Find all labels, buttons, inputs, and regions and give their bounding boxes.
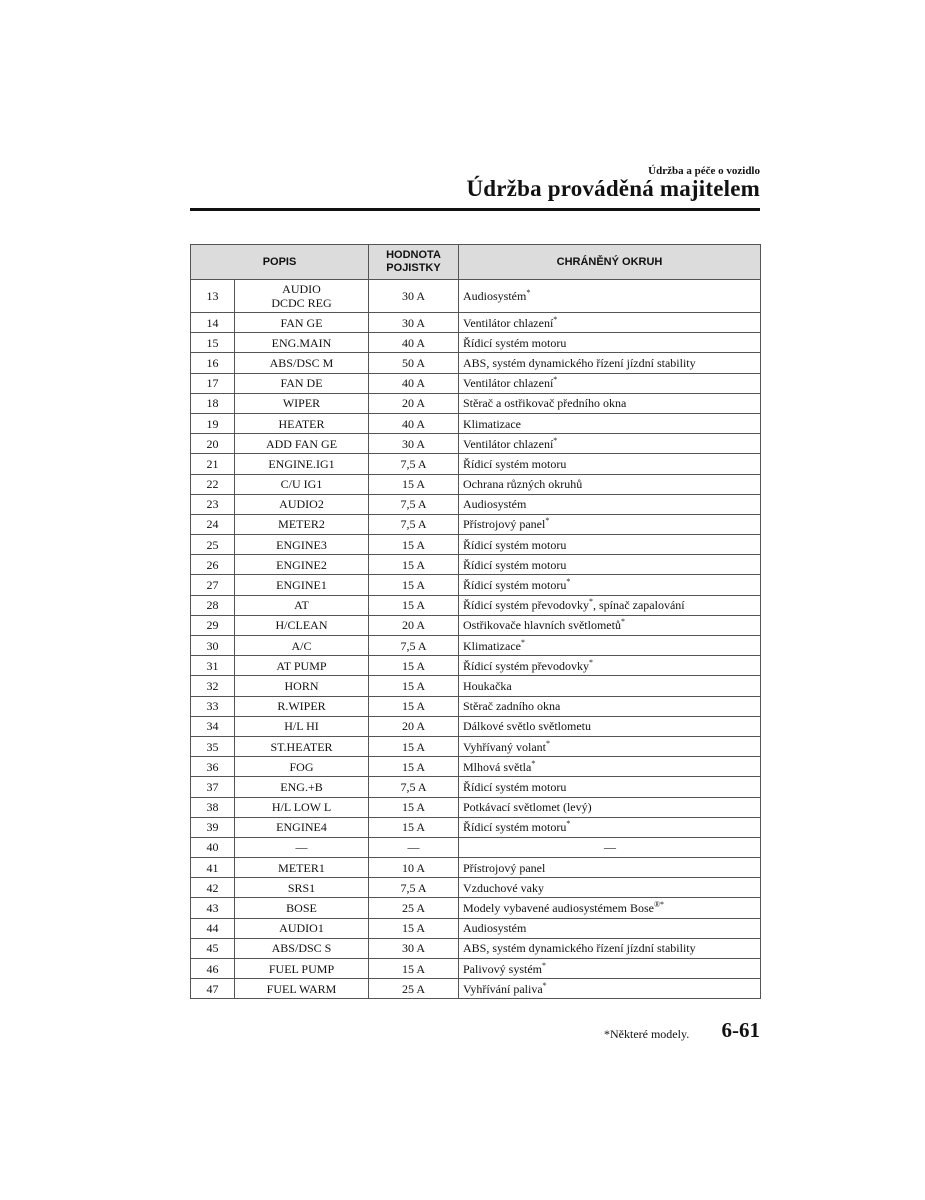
fuse-description-line: AT (294, 598, 309, 613)
protected-circuit (459, 373, 761, 393)
footnote-star: * (553, 375, 558, 385)
fuse-rating: 25 A (369, 898, 459, 918)
table-row (191, 615, 761, 635)
protected-circuit (459, 280, 761, 313)
fuse-description (235, 898, 369, 918)
fuse-description-line: AUDIO2 (279, 497, 324, 512)
fuse-number: 14 (191, 313, 235, 333)
fuse-number: 24 (191, 514, 235, 534)
protected-circuit (459, 474, 761, 494)
footnote-star: * (566, 819, 571, 829)
footnote-star: * (553, 435, 558, 445)
header-hodnota-line: POJISTKY (386, 262, 441, 274)
fuse-description-line: AUDIO (282, 282, 321, 296)
protected-circuit-text: Mlhová světla (463, 759, 532, 774)
protected-circuit-text: Řídicí systém motoru (463, 537, 567, 552)
footnote-star: * (542, 980, 547, 990)
footnote: *Některé modely. (604, 1027, 690, 1041)
fuse-description-line: FOG (289, 759, 314, 774)
protected-circuit-text: Palivový systém (463, 961, 543, 976)
table-row (191, 858, 761, 878)
table-row (191, 716, 761, 736)
fuse-number: 20 (191, 434, 235, 454)
protected-circuit-text: Dálkové světlo světlometu (463, 719, 591, 734)
table-row (191, 595, 761, 615)
table-row (191, 959, 761, 979)
protected-circuit (459, 878, 761, 898)
protected-circuit (459, 454, 761, 474)
fuse-number: 38 (191, 797, 235, 817)
fuse-description-line: ENG.+B (280, 779, 323, 794)
fuse-description (235, 817, 369, 837)
section-title: Údržba prováděná majitelem (466, 176, 760, 201)
fuse-rating: 15 A (369, 797, 459, 817)
fuse-description (235, 979, 369, 999)
footnote-star: * (520, 637, 525, 647)
protected-circuit-text: Ostřikovače hlavních světlometů (463, 618, 621, 633)
protected-circuit-text: Řídicí systém motoru (463, 820, 567, 835)
fuse-description-line: H/L LOW L (271, 800, 332, 815)
protected-circuit (459, 393, 761, 413)
fuse-description (235, 676, 369, 696)
fuse-description-line: C/U IG1 (280, 477, 323, 492)
footnote-star: * (589, 657, 593, 667)
protected-circuit (459, 333, 761, 353)
footnote-star: * (566, 577, 571, 587)
fuse-number: 45 (191, 938, 235, 958)
protected-circuit (459, 696, 761, 716)
protected-circuit-text: Ventilátor chlazení (463, 436, 554, 451)
table-row (191, 474, 761, 494)
protected-circuit-text: Řídicí systém motoru (463, 335, 567, 350)
table-row (191, 979, 761, 999)
fuse-description (235, 837, 369, 857)
protected-circuit (459, 615, 761, 635)
fuse-description (235, 514, 369, 534)
protected-circuit-text: Stěrač zadního okna (463, 699, 561, 714)
protected-circuit-text: Vzduchové vaky (463, 880, 544, 895)
protected-circuit (459, 514, 761, 534)
running-head: Údržba a péče o vozidlo (648, 165, 760, 177)
protected-circuit-text: Řídicí systém motoru (463, 456, 567, 471)
fuse-rating: 30 A (369, 313, 459, 333)
fuse-description-line: ENGINE4 (276, 820, 327, 835)
footnote-star: * (526, 288, 531, 297)
table-row (191, 736, 761, 756)
fuse-number: 23 (191, 494, 235, 514)
fuse-rating: 25 A (369, 979, 459, 999)
table-row (191, 656, 761, 676)
table-row (191, 535, 761, 555)
fuse-number: 28 (191, 595, 235, 615)
registered-star-mark: ®* (653, 900, 665, 910)
fuse-description-line: ENGINE1 (276, 578, 327, 593)
fuse-description-line: FAN GE (280, 315, 323, 330)
protected-circuit-text: Audiosystém (463, 497, 527, 512)
fuse-description (235, 757, 369, 777)
fuse-rating: 30 A (369, 434, 459, 454)
fuse-rating: 15 A (369, 757, 459, 777)
fuse-number: 22 (191, 474, 235, 494)
fuse-number: 31 (191, 656, 235, 676)
protected-circuit (459, 797, 761, 817)
fuse-description (235, 313, 369, 333)
protected-circuit (459, 817, 761, 837)
fuse-rating: 7,5 A (369, 514, 459, 534)
fuse-number: 18 (191, 393, 235, 413)
fuse-rating: 7,5 A (369, 636, 459, 656)
fuse-rating: 15 A (369, 595, 459, 615)
fuse-description-line: ABS/DSC M (269, 355, 334, 370)
fuse-description (235, 413, 369, 433)
fuse-description-line: ENG.MAIN (271, 335, 332, 350)
fuse-rating: 15 A (369, 736, 459, 756)
footnote-star: * (542, 960, 547, 970)
fuse-description-line: FAN DE (280, 376, 323, 391)
fuse-description-line: WIPER (282, 396, 321, 411)
fuse-description-line: ENGINE2 (276, 557, 327, 572)
fuse-description (235, 474, 369, 494)
fuse-description (235, 918, 369, 938)
fuse-rating: — (369, 837, 459, 857)
fuse-rating: 7,5 A (369, 494, 459, 514)
protected-circuit (459, 434, 761, 454)
protected-circuit (459, 858, 761, 878)
protected-circuit (459, 898, 761, 918)
protected-circuit (459, 716, 761, 736)
protected-circuit-text: ABS, systém dynamického řízení jízdní stability (463, 941, 696, 956)
table-row (191, 676, 761, 696)
protected-circuit-text: Audiosystém (463, 921, 527, 936)
table-header-row (191, 245, 761, 280)
protected-circuit (459, 353, 761, 373)
fuse-description (235, 434, 369, 454)
fuse-number: 21 (191, 454, 235, 474)
fuse-rating: 40 A (369, 413, 459, 433)
fuse-description-line: ABS/DSC S (271, 941, 332, 956)
fuse-number: 34 (191, 716, 235, 736)
protected-circuit-text: Stěrač a ostřikovač předního okna (463, 396, 627, 411)
fuse-description (235, 858, 369, 878)
protected-circuit (459, 938, 761, 958)
protected-circuit-text: Řídicí systém převodovky (463, 658, 589, 673)
fuse-description (235, 878, 369, 898)
fuse-rating: 10 A (369, 858, 459, 878)
fuse-description-line: AUDIO1 (279, 921, 324, 936)
fuse-rating: 15 A (369, 959, 459, 979)
fuse-rating: 7,5 A (369, 454, 459, 474)
fuse-description-line: H/CLEAN (275, 618, 328, 633)
protected-circuit-text: , spínač zapalování (593, 598, 685, 613)
fuse-description-line: ENGINE.IG1 (268, 456, 335, 471)
protected-circuit-text: Řídicí systém motoru (463, 779, 567, 794)
fuse-description-line: AT PUMP (276, 658, 327, 673)
protected-circuit-text: Přístrojový panel (463, 517, 546, 532)
table-row (191, 555, 761, 575)
table-row (191, 757, 761, 777)
fuse-rating: 15 A (369, 817, 459, 837)
fuse-description (235, 393, 369, 413)
table-row (191, 514, 761, 534)
protected-circuit-text: Klimatizace (463, 638, 521, 653)
protected-circuit (459, 757, 761, 777)
fuse-table (190, 244, 761, 999)
table-row (191, 333, 761, 353)
footnote-star: * (553, 314, 558, 324)
table-row (191, 313, 761, 333)
fuse-description (235, 373, 369, 393)
fuse-description (235, 454, 369, 474)
fuse-number: 15 (191, 333, 235, 353)
fuse-description-line: R.WIPER (277, 699, 326, 714)
fuse-rating: 20 A (369, 393, 459, 413)
fuse-description (235, 656, 369, 676)
fuse-description-line: METER2 (278, 517, 325, 532)
protected-circuit (459, 676, 761, 696)
protected-circuit (459, 636, 761, 656)
protected-circuit-text: Ventilátor chlazení (463, 315, 554, 330)
protected-circuit-text: Houkačka (463, 678, 512, 693)
protected-circuit-text: Ventilátor chlazení (463, 376, 554, 391)
table-row (191, 280, 761, 313)
fuse-rating: 15 A (369, 535, 459, 555)
fuse-description-line: — (295, 840, 308, 855)
fuse-description (235, 595, 369, 615)
table-row (191, 837, 761, 857)
fuse-rating: 15 A (369, 555, 459, 575)
protected-circuit (459, 837, 761, 857)
fuse-number: 32 (191, 676, 235, 696)
protected-circuit (459, 656, 761, 676)
table-row (191, 393, 761, 413)
fuse-description (235, 494, 369, 514)
fuse-number: 19 (191, 413, 235, 433)
fuse-number: 30 (191, 636, 235, 656)
footnote-star: * (545, 516, 550, 526)
footnote-star: * (589, 597, 593, 607)
protected-circuit-text: Audiosystém (463, 289, 527, 303)
fuse-description-line: ENGINE3 (276, 537, 327, 552)
fuse-number: 29 (191, 615, 235, 635)
fuse-rating: 7,5 A (369, 878, 459, 898)
protected-circuit (459, 595, 761, 615)
fuse-rating: 7,5 A (369, 777, 459, 797)
fuse-description (235, 777, 369, 797)
table-row (191, 878, 761, 898)
title-rule (190, 208, 760, 211)
fuse-number: 36 (191, 757, 235, 777)
footnote-star: * (620, 617, 625, 627)
fuse-description-line: A/C (291, 638, 312, 653)
protected-circuit (459, 413, 761, 433)
protected-circuit (459, 575, 761, 595)
fuse-number: 42 (191, 878, 235, 898)
fuse-rating: 30 A (369, 280, 459, 313)
fuse-rating: 20 A (369, 615, 459, 635)
table-row (191, 494, 761, 514)
fuse-number: 44 (191, 918, 235, 938)
protected-circuit (459, 494, 761, 514)
fuse-description-line: HEATER (278, 416, 325, 431)
header-hodnota (369, 245, 459, 280)
table-row (191, 454, 761, 474)
fuse-number: 25 (191, 535, 235, 555)
fuse-description (235, 736, 369, 756)
table-row (191, 575, 761, 595)
table-body (191, 280, 761, 999)
fuse-description (235, 280, 369, 313)
protected-circuit (459, 959, 761, 979)
protected-circuit (459, 918, 761, 938)
fuse-number: 40 (191, 837, 235, 857)
fuse-description-line: BOSE (286, 901, 317, 916)
fuse-description-line: ST.HEATER (270, 739, 333, 754)
fuse-description (235, 333, 369, 353)
fuse-description (235, 636, 369, 656)
fuse-description (235, 555, 369, 575)
protected-circuit-text: Ochrana různých okruhů (463, 477, 583, 492)
fuse-rating: 15 A (369, 656, 459, 676)
fuse-rating: 15 A (369, 696, 459, 716)
fuse-description (235, 696, 369, 716)
table-row (191, 918, 761, 938)
protected-circuit-text: Vyhřívaný volant (463, 739, 546, 754)
fuse-number: 39 (191, 817, 235, 837)
fuse-description-line: FUEL WARM (266, 981, 337, 996)
table-row (191, 636, 761, 656)
protected-circuit (459, 979, 761, 999)
table-row (191, 777, 761, 797)
fuse-rating: 15 A (369, 474, 459, 494)
fuse-number: 46 (191, 959, 235, 979)
fuse-description-line: H/L HI (284, 719, 319, 734)
fuse-number: 17 (191, 373, 235, 393)
fuse-description-line: ADD FAN GE (265, 436, 338, 451)
fuse-description (235, 797, 369, 817)
fuse-number: 27 (191, 575, 235, 595)
fuse-number: 33 (191, 696, 235, 716)
protected-circuit-text: Řídicí systém převodovky (463, 598, 589, 613)
fuse-description (235, 716, 369, 736)
protected-circuit-text: Vyhřívání paliva (463, 981, 543, 996)
fuse-number: 41 (191, 858, 235, 878)
fuse-rating: 15 A (369, 676, 459, 696)
fuse-description-line: DCDC REG (271, 296, 332, 310)
table-row (191, 373, 761, 393)
protected-circuit-text: Řídicí systém motoru (463, 578, 567, 593)
fuse-number: 47 (191, 979, 235, 999)
fuse-description (235, 353, 369, 373)
fuse-description (235, 938, 369, 958)
fuse-rating: 15 A (369, 575, 459, 595)
protected-circuit-text: Řídicí systém motoru (463, 557, 567, 572)
fuse-description-line: FUEL PUMP (268, 961, 335, 976)
footnote-star: * (546, 738, 550, 748)
fuse-description-line: SRS1 (287, 880, 316, 895)
page-number: 6-61 (721, 1018, 760, 1042)
fuse-rating: 20 A (369, 716, 459, 736)
table-row (191, 353, 761, 373)
fuse-number: 35 (191, 736, 235, 756)
header-okruh: CHRÁNĚNÝ OKRUH (459, 245, 761, 280)
protected-circuit (459, 555, 761, 575)
protected-circuit-text: Přístrojový panel (463, 860, 546, 875)
protected-circuit-text: Klimatizace (463, 416, 521, 431)
fuse-number: 37 (191, 777, 235, 797)
fuse-number: 26 (191, 555, 235, 575)
header-popis: POPIS (191, 245, 369, 280)
protected-circuit-text: ABS, systém dynamického řízení jízdní stability (463, 355, 696, 370)
fuse-rating: 40 A (369, 373, 459, 393)
protected-circuit (459, 777, 761, 797)
fuse-description (235, 615, 369, 635)
table-row (191, 938, 761, 958)
fuse-rating: 40 A (369, 333, 459, 353)
protected-circuit-text: Potkávací světlomet (levý) (463, 800, 592, 815)
table-row (191, 898, 761, 918)
fuse-description-line: METER1 (278, 860, 325, 875)
footnote-star: * (531, 758, 536, 768)
protected-circuit-text: — (604, 840, 616, 855)
fuse-rating: 50 A (369, 353, 459, 373)
fuse-description (235, 959, 369, 979)
table-row (191, 434, 761, 454)
fuse-number: 13 (191, 280, 235, 313)
protected-circuit (459, 736, 761, 756)
fuse-description (235, 535, 369, 555)
protected-circuit (459, 535, 761, 555)
fuse-number: 16 (191, 353, 235, 373)
protected-circuit-text: Modely vybavené audiosystémem Bose (463, 901, 654, 916)
fuse-description-line: HORN (284, 678, 319, 693)
protected-circuit (459, 313, 761, 333)
fuse-description (235, 575, 369, 595)
table-row (191, 797, 761, 817)
fuse-number: 43 (191, 898, 235, 918)
fuse-rating: 15 A (369, 918, 459, 938)
fuse-rating: 30 A (369, 938, 459, 958)
table-row (191, 817, 761, 837)
table-row (191, 696, 761, 716)
table-row (191, 413, 761, 433)
header-hodnota-line: HODNOTA (386, 249, 441, 261)
